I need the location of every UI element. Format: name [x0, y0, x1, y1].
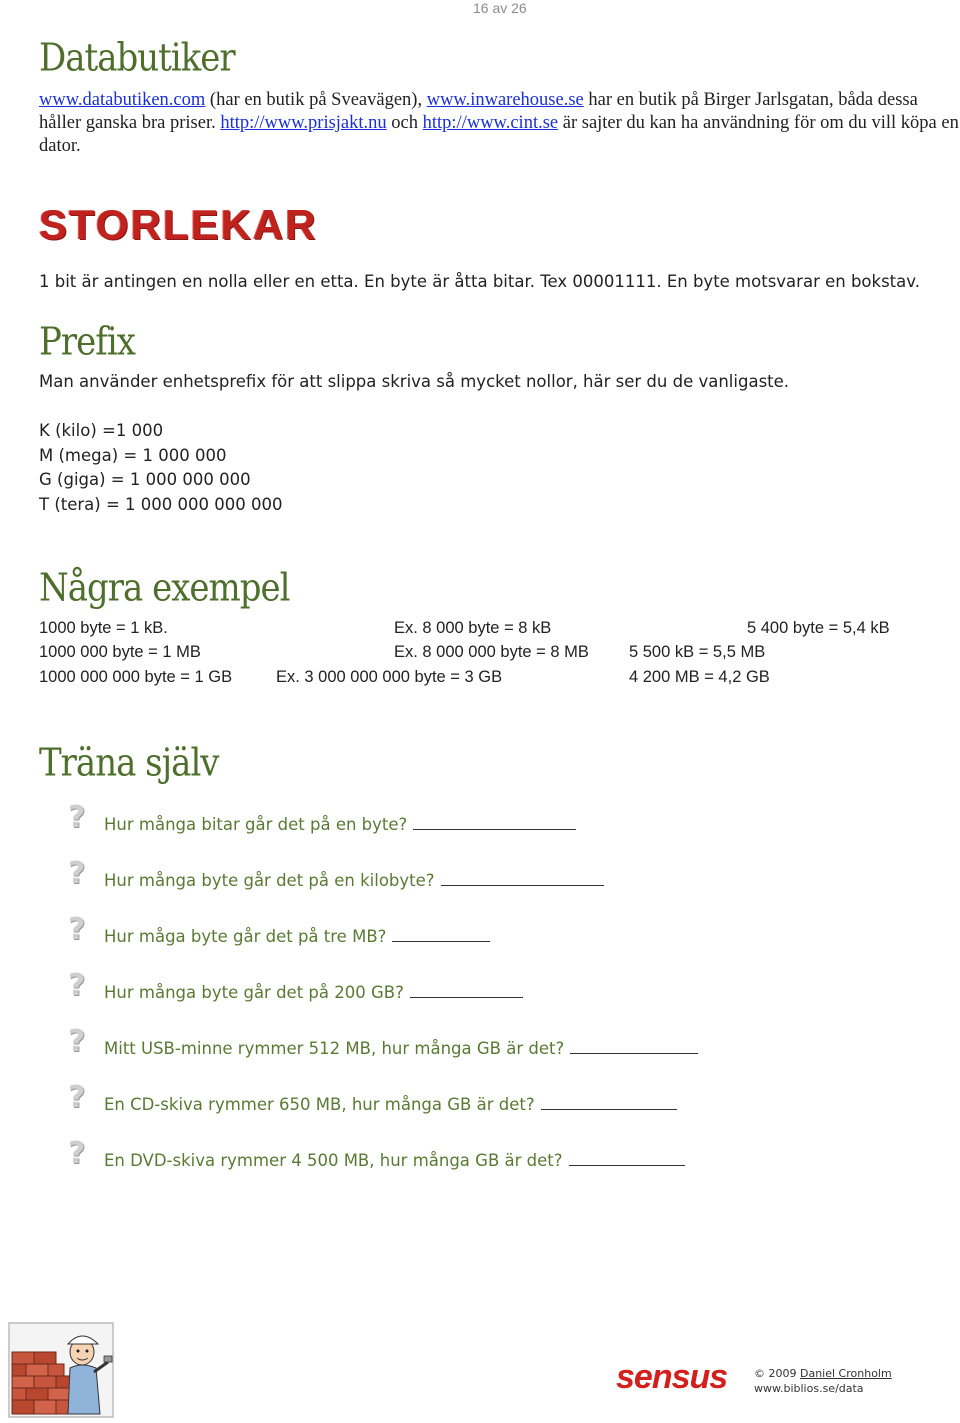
example-cell: 1000 000 000 byte = 1 GB	[39, 668, 233, 686]
question-item	[104, 1095, 677, 1114]
question-mark-icon: ?	[68, 1080, 86, 1115]
prefix-item: G (giga) = 1 000 000 000	[39, 470, 251, 489]
question-text: Hur många byte går det på en kilobyte?	[104, 871, 435, 890]
question-text: Hur måga byte går det på tre MB?	[104, 927, 387, 946]
question-item	[104, 927, 490, 946]
sensus-logo-text: sensus	[616, 1358, 728, 1396]
example-cell: 5 500 kB = 5,5 MB	[629, 643, 766, 661]
question-mark-icon: ?	[68, 856, 86, 891]
link-inwarehouse[interactable]: www.inwarehouse.se	[426, 90, 584, 110]
text-segment: har en butik på Birger Jarlsgatan, båda dessa håller ganska bra priser.	[39, 90, 918, 133]
question-item	[104, 983, 523, 1002]
heading-exempel: Några exempel	[39, 566, 290, 611]
copyright-line	[754, 1366, 892, 1381]
link-databutiken[interactable]: www.databutiken.com	[39, 90, 206, 110]
footer-credits	[754, 1366, 892, 1396]
heading-databutiker: Databutiker	[39, 36, 235, 81]
example-cell: 4 200 MB = 4,2 GB	[629, 668, 770, 686]
heading-prefix: Prefix	[39, 320, 135, 365]
question-mark-icon: ?	[68, 968, 86, 1003]
question-item	[104, 1151, 685, 1170]
question-item	[104, 1039, 698, 1058]
text-segment: (har en butik på Sveavägen),	[205, 90, 427, 110]
question-text: Hur många bitar går det på en byte?	[104, 815, 408, 834]
heading-storlekar: STORLEKAR	[39, 201, 318, 248]
link-cint[interactable]: http://www.cint.se	[422, 113, 559, 133]
question-mark-icon: ?	[68, 1136, 86, 1171]
example-cell: Ex. 3 000 000 000 byte = 3 GB	[276, 668, 503, 686]
prefix-item: T (tera) = 1 000 000 000 000	[39, 494, 283, 514]
question-text: Hur många byte går det på 200 GB?	[104, 983, 404, 1002]
copyright-year: © 2009	[754, 1367, 797, 1380]
site-url: www.biblios.se/data	[754, 1382, 864, 1395]
answer-blank[interactable]	[392, 927, 490, 942]
author-link[interactable]: Daniel Cronholm	[800, 1367, 892, 1380]
answer-blank[interactable]	[441, 871, 604, 886]
storlekar-text: 1 bit är antingen en nolla eller en etta. En byte är åtta bitar. Tex 00001111. En byte motsvarar en bokstav.	[39, 272, 920, 291]
heading-trana-sjalv: Träna själv	[39, 741, 219, 786]
link-prisjakt[interactable]: http://www.prisjakt.nu	[220, 113, 387, 133]
builder-illustration	[8, 1322, 114, 1418]
sensus-logo	[616, 1358, 727, 1398]
databutiker-paragraph	[39, 89, 960, 158]
answer-blank[interactable]	[413, 815, 576, 830]
answer-blank[interactable]	[541, 1095, 677, 1110]
text-segment: är sajter du kan ha användning för om du vill köpa en dator.	[39, 113, 959, 156]
question-item	[104, 871, 604, 890]
answer-blank[interactable]	[570, 1039, 698, 1054]
prefix-item: K (kilo) =1 000	[39, 421, 164, 440]
answer-blank[interactable]	[569, 1151, 685, 1166]
text-segment: och	[386, 113, 423, 133]
example-cell: Ex. 8 000 byte = 8 kB	[394, 619, 552, 637]
question-mark-icon: ?	[68, 800, 86, 835]
question-text: En DVD-skiva rymmer 4 500 MB, hur många GB är det?	[104, 1151, 563, 1170]
question-item	[104, 815, 576, 834]
example-cell: 5 400 byte = 5,4 kB	[747, 619, 890, 637]
example-cell: Ex. 8 000 000 byte = 8 MB	[394, 643, 589, 661]
page-number: 16 av 26	[473, 0, 527, 16]
prefix-list	[39, 419, 282, 517]
question-text: Mitt USB-minne rymmer 512 MB, hur många GB är det?	[104, 1039, 565, 1058]
builder-icon	[8, 1322, 114, 1418]
example-cell: 1000 byte = 1 kB.	[39, 619, 168, 637]
prefix-item: M (mega) = 1 000 000	[39, 445, 227, 465]
answer-blank[interactable]	[410, 983, 523, 998]
question-mark-icon: ?	[68, 1024, 86, 1059]
question-text: En CD-skiva rymmer 650 MB, hur många GB är det?	[104, 1095, 535, 1114]
example-cell: 1000 000 byte = 1 MB	[39, 643, 201, 661]
prefix-intro: Man använder enhetsprefix för att slippa skriva så mycket nollor, här ser du de vanligaste.	[39, 372, 790, 391]
question-mark-icon: ?	[68, 912, 86, 947]
